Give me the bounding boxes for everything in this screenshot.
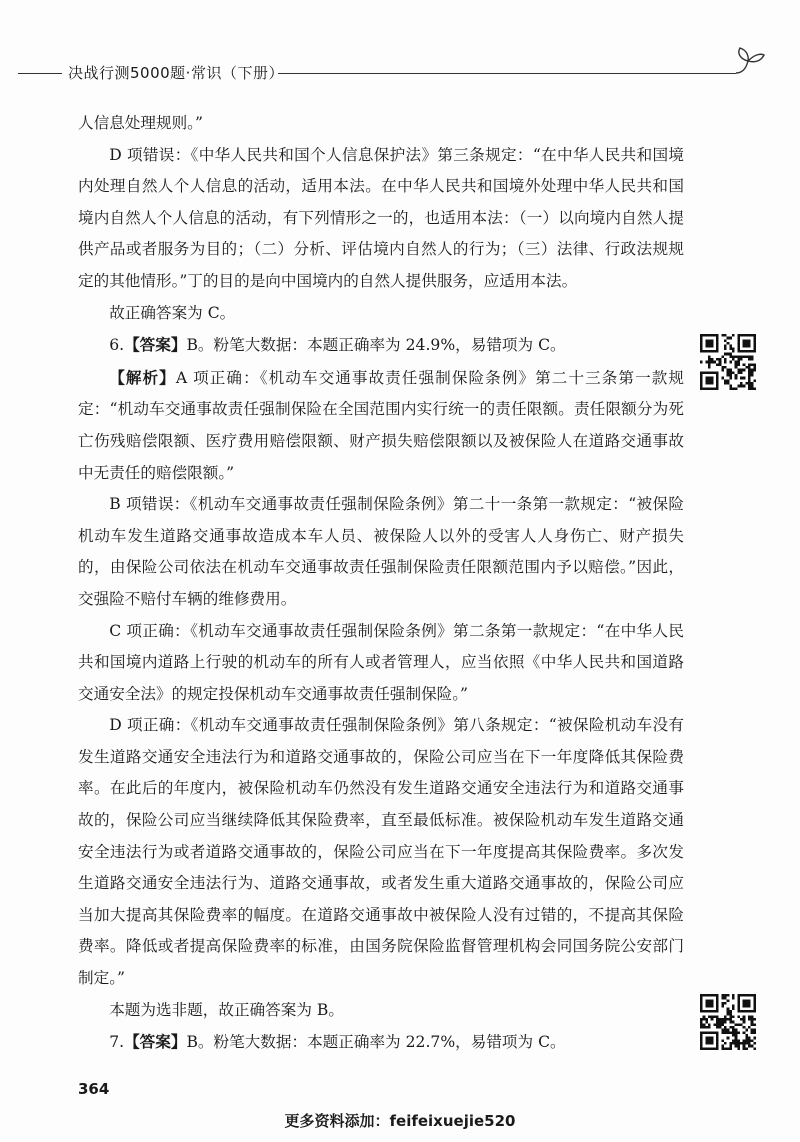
answer-7 xyxy=(78,1026,684,1059)
answer-label: 【答案】 xyxy=(124,1032,187,1052)
analysis-text: A 项正确：《机动车交通事故责任强制保险条例》第二十三条第一款规定：“机动车交通事故责任强制保险在全国范围内实行统一的责任限额。责任限额分为死亡伤残赔偿限额、医疗费用赔偿限额、财产损失赔偿限额以及被保险人在道路交通事故中无责任的赔偿限额。” xyxy=(78,368,684,482)
answer-label: 【答案】 xyxy=(124,335,187,355)
running-header xyxy=(0,60,800,90)
page-number: 364 xyxy=(78,1080,110,1098)
paragraph: 故正确答案为 C。 xyxy=(109,303,236,322)
paragraph: C 项正确：《机动车交通事故责任强制保险条例》第二条第一款规定：“在中华人民共和国境内道路上行驶的机动车的所有人或者管理人，应当依照《中华人民共和国道路交通安全法》的规定投保机动车交通事故责任强制保险。” xyxy=(78,621,684,703)
answer-text: B。粉笔大数据：本题正确率为 22.7%，易错项为 C。 xyxy=(186,1033,566,1052)
paragraph: D 项正确：《机动车交通事故责任强制保险条例》第八条规定：“被保险机动车没有发生道路交通安全违法行为和道路交通事故的，保险公司应当在下一年度降低其保险费率。在此后的年度内，被保险机动车仍然没有发生道路交通安全违法行为和道路交通事故的，保险公司应当继续降低其保险费率，直至最低标准。被保险机动车发生道路交通安全违法行为或者道路交通事故的，保险公司应当在下一年度提高其保险费率。多次发生道路交通安全违法行为、道路交通事故，或者发生重大道路交通事故的，保险公司应当加大提高其保险费率的幅度。在道路交通事故中被保险人没有过错的，不提高其保险费率。降低或者提高保险费率的标准，由国务院保险监督管理机构会同国务院公安部门制定。” xyxy=(78,716,684,988)
answer-6 xyxy=(78,329,684,362)
footer-note: 更多资料添加：feifeixuejie520 xyxy=(284,1112,516,1130)
analysis-6 xyxy=(78,362,684,489)
header-rule-right xyxy=(278,73,736,74)
book-title: 决战行测5000题·常识（下册） xyxy=(68,64,284,82)
question-number: 7. xyxy=(109,1033,125,1052)
qr-code-icon xyxy=(700,994,756,1050)
qr-code-icon xyxy=(700,334,756,390)
answer-text: B。粉笔大数据：本题正确率为 24.9%，易错项为 C。 xyxy=(186,336,566,355)
paragraph: 本题为选非题，故正确答案为 B。 xyxy=(109,1000,344,1019)
page-body xyxy=(78,108,684,1059)
paragraph: B 项错误：《机动车交通事故责任强制保险条例》第二十一条第一款规定：“被保险机动车发生道路交通事故造成本车人员、被保险人以外的受害人人身伤亡、财产损失的，由保险公司依法在机动车交通事故责任强制保险责任限额范围内予以赔偿。”因此，交强险不赔付车辆的维修费用。 xyxy=(78,495,684,608)
sprout-icon xyxy=(728,44,768,76)
question-number: 6. xyxy=(109,336,125,355)
header-rule-left xyxy=(18,73,62,74)
analysis-label: 【解析】 xyxy=(109,367,176,387)
paragraph: 人信息处理规则。” xyxy=(78,114,203,132)
paragraph: D 项错误：《中华人民共和国个人信息保护法》第三条规定：“在中华人民共和国境内处理自然人个人信息的活动，适用本法。在中华人民共和国境外处理中华人民共和国境内自然人个人信息的活动，有下列情形之一的，也适用本法：（一）以向境内自然人提供产品或者服务为目的；（二）分析、评估境内自然人的行为；（三）法律、行政法规规定的其他情形。”丁的目的是向中国境内的自然人提供服务，应适用本法。 xyxy=(78,145,684,290)
